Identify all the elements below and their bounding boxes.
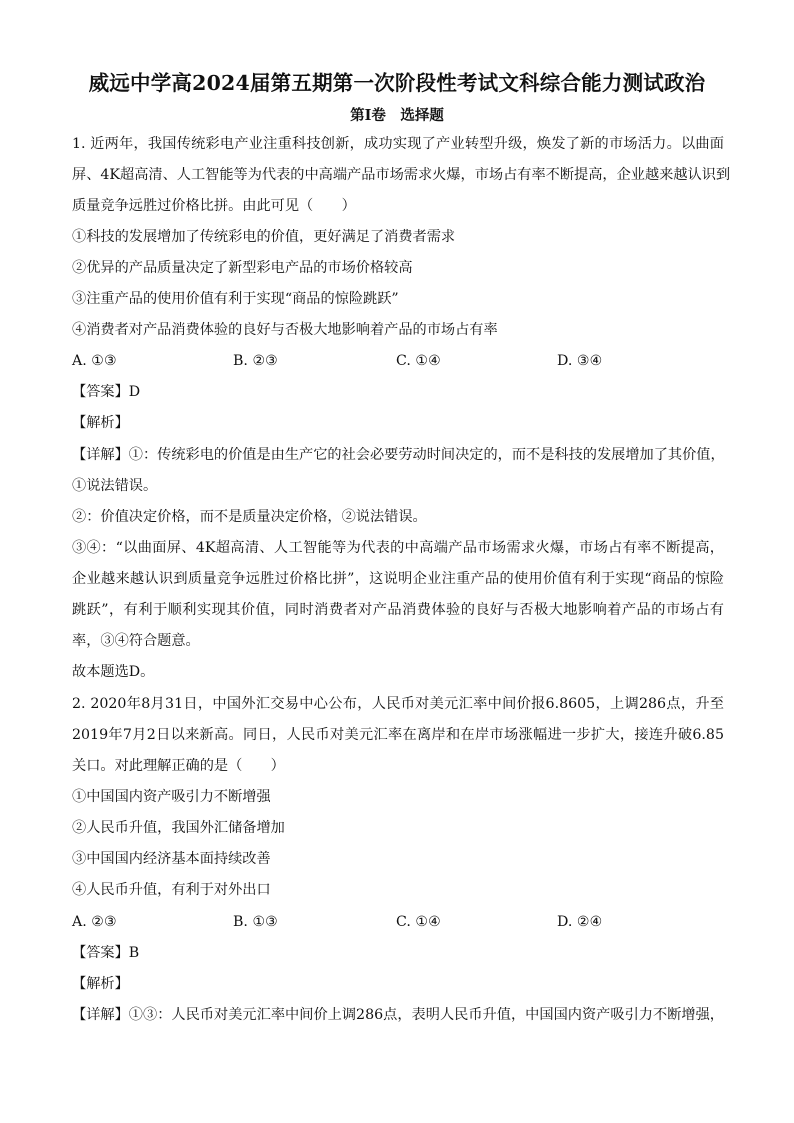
question-1-option-b: B. ②③ [233, 353, 278, 369]
question-1-detail-line-1: 【详解】①：传统彩电的价值是由生产它的社会必要劳动时间决定的，而不是科技的发展增加了其价值， [72, 447, 725, 463]
question-2-stem-line-1: 2. 2020年8月31日，中国外汇交易中心公布，人民币对美元汇率中间价报6.8605，上调286点，升至 [72, 696, 724, 712]
question-1-detail-line-2: ①说法错误。 [72, 478, 158, 494]
question-1-detail-line-4: ③④：“以曲面屏、4K超高清、人工智能等为代表的中高端产品市场需求火爆，市场占有率不断提高， [72, 540, 724, 556]
question-1-detail-line-8: 故本题选D。 [72, 664, 155, 680]
section-heading: 第Ⅰ卷 选择题 [350, 107, 444, 124]
question-2-option-b: B. ①③ [233, 914, 278, 930]
question-1-option-c: C. ①④ [396, 353, 441, 369]
question-2-stem-line-3: 关口。对此理解正确的是（ ） [72, 758, 285, 774]
question-2-stem-line-2: 2019年7月2日以来新高。同日，人民币对美元汇率在离岸和在岸市场涨幅进一步扩大，接连升破6.85 [72, 727, 724, 743]
question-1-statement-1: ①科技的发展增加了传统彩电的价值，更好满足了消费者需求 [72, 229, 456, 245]
question-2-statement-1: ①中国国内资产吸引力不断增强 [72, 789, 271, 805]
question-1-detail-line-6: 跳跃”，有利于顺利实现其价值，同时消费者对产品消费体验的良好与否极大地影响着产品的市场占有 [72, 602, 724, 618]
question-1-statement-3: ③注重产品的使用价值有利于实现“商品的惊险跳跃” [72, 291, 399, 307]
question-2-option-a: A. ②③ [72, 914, 117, 930]
question-2-detail-line-1: 【详解】①③：人民币对美元汇率中间价上调286点，表明人民币升值，中国国内资产吸引力不断增强， [72, 1007, 724, 1023]
question-1-detail-line-7: 率，③④符合题意。 [72, 633, 200, 649]
question-1-stem-line-2: 屏、4K超高清、人工智能等为代表的中高端产品市场需求火爆，市场占有率不断提高，企业越来越认识到 [72, 167, 731, 183]
question-1-detail-line-3: ②：价值决定价格，而不是质量决定价格，②说法错误。 [72, 509, 427, 525]
question-1-stem-line-1: 1. 近两年，我国传统彩电产业注重科技创新，成功实现了产业转型升级，焕发了新的市场活力。以曲面 [72, 136, 724, 152]
question-1-option-a: A. ①③ [72, 353, 117, 369]
question-1-stem-line-3: 质量竞争远胜过价格比拼。由此可见（ ） [72, 198, 356, 214]
question-1-answer: 【答案】D [72, 384, 141, 400]
question-1-option-d: D. ③④ [557, 353, 603, 369]
question-1-statement-4: ④消费者对产品消费体验的良好与否极大地影响着产品的市场占有率 [72, 322, 498, 338]
question-2-statement-3: ③中国国内经济基本面持续改善 [72, 851, 271, 867]
question-2-option-c: C. ①④ [396, 914, 441, 930]
question-2-statement-2: ②人民币升值，我国外汇储备增加 [72, 820, 285, 836]
question-2-analysis-label: 【解析】 [72, 976, 129, 992]
question-2-option-d: D. ②④ [557, 914, 603, 930]
question-1-analysis-label: 【解析】 [72, 415, 129, 431]
question-1-detail-line-5: 企业越来越认识到质量竞争远胜过价格比拼”，这说明企业注重产品的使用价值有利于实现“商品的惊险 [72, 571, 724, 587]
question-2-answer: 【答案】B [72, 945, 140, 961]
question-1-statement-2: ②优异的产品质量决定了新型彩电产品的市场价格较高 [72, 260, 413, 276]
page-title: 威远中学高2024届第五期第一次阶段性考试文科综合能力测试政治 [88, 71, 706, 95]
question-2-statement-4: ④人民币升值，有利于对外出口 [72, 882, 271, 898]
